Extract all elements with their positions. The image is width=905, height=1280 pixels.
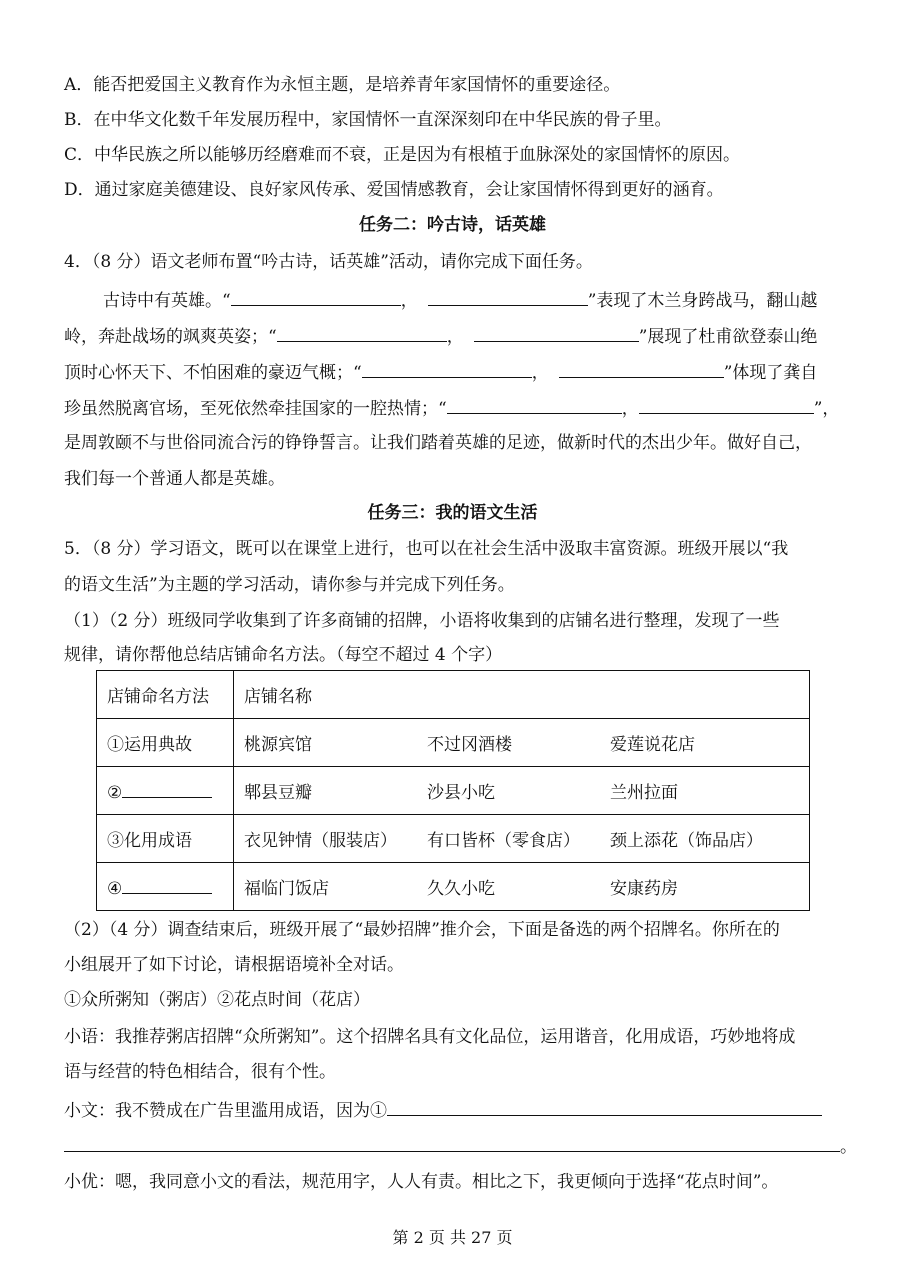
q5-line-2: 的语文生活”为主题的学习活动，请你参与并完成下列任务。 <box>64 575 515 595</box>
answer-blank[interactable] <box>231 287 401 306</box>
answer-blank[interactable] <box>447 395 622 414</box>
sub1-line-2: 规律，请你帮他总结店铺命名方法。（每空不超过 4 个字） <box>64 645 503 665</box>
xiaowen-line-2: 。 <box>64 1133 857 1159</box>
answer-blank[interactable] <box>428 287 588 306</box>
xiaowen-line-1: 小文：我不赞成在广告里滥用成语，因为① <box>64 1097 822 1123</box>
table-header-cell: 店铺命名方法 <box>97 671 234 719</box>
table-header-row <box>97 671 810 719</box>
shop-name-table <box>96 670 810 911</box>
shop-name-cell: 桃源宾馆 <box>234 719 418 767</box>
method-cell: ② <box>97 767 234 815</box>
option-c: C．中华民族之所以能够历经磨难而不衰，正是因为有根植于血脉深处的家国情怀的原因。 <box>64 145 741 165</box>
page-footer: 第 2 页 共 27 页 <box>392 1228 513 1247</box>
shop-name-cell: 衣见钟情（服装店） <box>234 815 418 863</box>
answer-blank[interactable] <box>639 395 814 414</box>
shop-name-cell: 颈上添花（饰品店） <box>600 815 810 863</box>
poem-line-1: 古诗中有英雄。“ ， ”表现了木兰身跨战马，翻山越 <box>103 287 817 313</box>
task3-heading: 任务三：我的语文生活 <box>367 503 538 523</box>
poem-line-4: 珍虽然脱离官场，至死依然牵挂国家的一腔热情；“ ， ”， <box>64 395 839 421</box>
shop-name-cell: 不过冈酒楼 <box>417 719 600 767</box>
table-row <box>97 767 810 815</box>
shop-name-cell: 安康药房 <box>600 863 810 911</box>
q4-stem: 4．（8 分）语文老师布置“吟古诗，话英雄”活动，请你完成下面任务。 <box>64 252 593 272</box>
poem-line-3: 顶时心怀天下、不怕困难的豪迈气概；“ ， ”体现了龚自 <box>64 359 817 385</box>
answer-blank[interactable] <box>559 359 724 378</box>
answer-blank[interactable] <box>474 323 639 342</box>
answer-blank[interactable] <box>122 779 212 798</box>
answer-blank[interactable] <box>64 1133 840 1152</box>
method-cell: ④ <box>97 863 234 911</box>
method-cell: ①运用典故 <box>97 719 234 767</box>
option-b: B．在中华文化数千年发展历程中，家国情怀一直深深刻印在中华民族的骨子里。 <box>64 110 672 130</box>
option-d: D．通过家庭美德建设、良好家风传承、爱国情感教育，会让家国情怀得到更好的涵育。 <box>64 180 724 200</box>
xiaoyu-line-2: 语与经营的特色相结合，很有个性。 <box>64 1062 336 1082</box>
xiaoyu-line-1: 小语：我推荐粥店招牌“众所粥知”。这个招牌名具有文化品位，运用谐音，化用成语，巧妙地将成 <box>64 1027 796 1047</box>
answer-blank[interactable] <box>277 323 447 342</box>
shop-name-cell: 爱莲说花店 <box>600 719 810 767</box>
answer-blank[interactable] <box>362 359 532 378</box>
shop-name-cell: 有口皆杯（零食店） <box>417 815 600 863</box>
table-row <box>97 863 810 911</box>
shop-name-cell: 福临门饭店 <box>234 863 418 911</box>
answer-blank[interactable] <box>387 1097 822 1116</box>
sub2-line-3: ①众所粥知（粥店）②花点时间（花店） <box>64 990 370 1010</box>
sub2-line-1: （2）（4 分）调查结束后，班级开展了“最妙招牌”推介会，下面是备选的两个招牌名。你所在的 <box>64 920 780 940</box>
q5-line-1: 5．（8 分）学习语文，既可以在课堂上进行，也可以在社会生活中汲取丰富资源。班级开展以“我 <box>64 539 789 559</box>
task2-heading: 任务二：吟古诗，话英雄 <box>359 215 546 235</box>
shop-name-cell: 沙县小吃 <box>417 767 600 815</box>
sub1-line-1: （1）（2 分）班级同学收集到了许多商铺的招牌，小语将收集到的店铺名进行整理，发现了一些 <box>64 611 780 631</box>
table-header-cell: 店铺名称 <box>234 671 810 719</box>
poem-line-2: 岭，奔赴战场的飒爽英姿；“ ， ”展现了杜甫欲登泰山绝 <box>64 323 817 349</box>
shop-name-cell: 郫县豆瓣 <box>234 767 418 815</box>
answer-blank[interactable] <box>122 875 212 894</box>
option-a: A．能否把爱国主义教育作为永恒主题，是培养青年家国情怀的重要途径。 <box>64 75 621 95</box>
xiaoyou-line: 小优：嗯，我同意小文的看法，规范用字，人人有责。相比之下，我更倾向于选择“花点时间”。 <box>64 1172 779 1192</box>
table-row <box>97 815 810 863</box>
poem-line-5: 是周敦颐不与世俗同流合污的铮铮誓言。让我们踏着英雄的足迹，做新时代的杰出少年。做好自己， <box>64 433 812 453</box>
table-row <box>97 719 810 767</box>
method-cell: ③化用成语 <box>97 815 234 863</box>
sub2-line-2: 小组展开了如下讨论，请根据语境补全对话。 <box>64 955 404 975</box>
shop-name-cell: 久久小吃 <box>417 863 600 911</box>
poem-line-6: 我们每一个普通人都是英雄。 <box>64 469 285 489</box>
shop-name-cell: 兰州拉面 <box>600 767 810 815</box>
